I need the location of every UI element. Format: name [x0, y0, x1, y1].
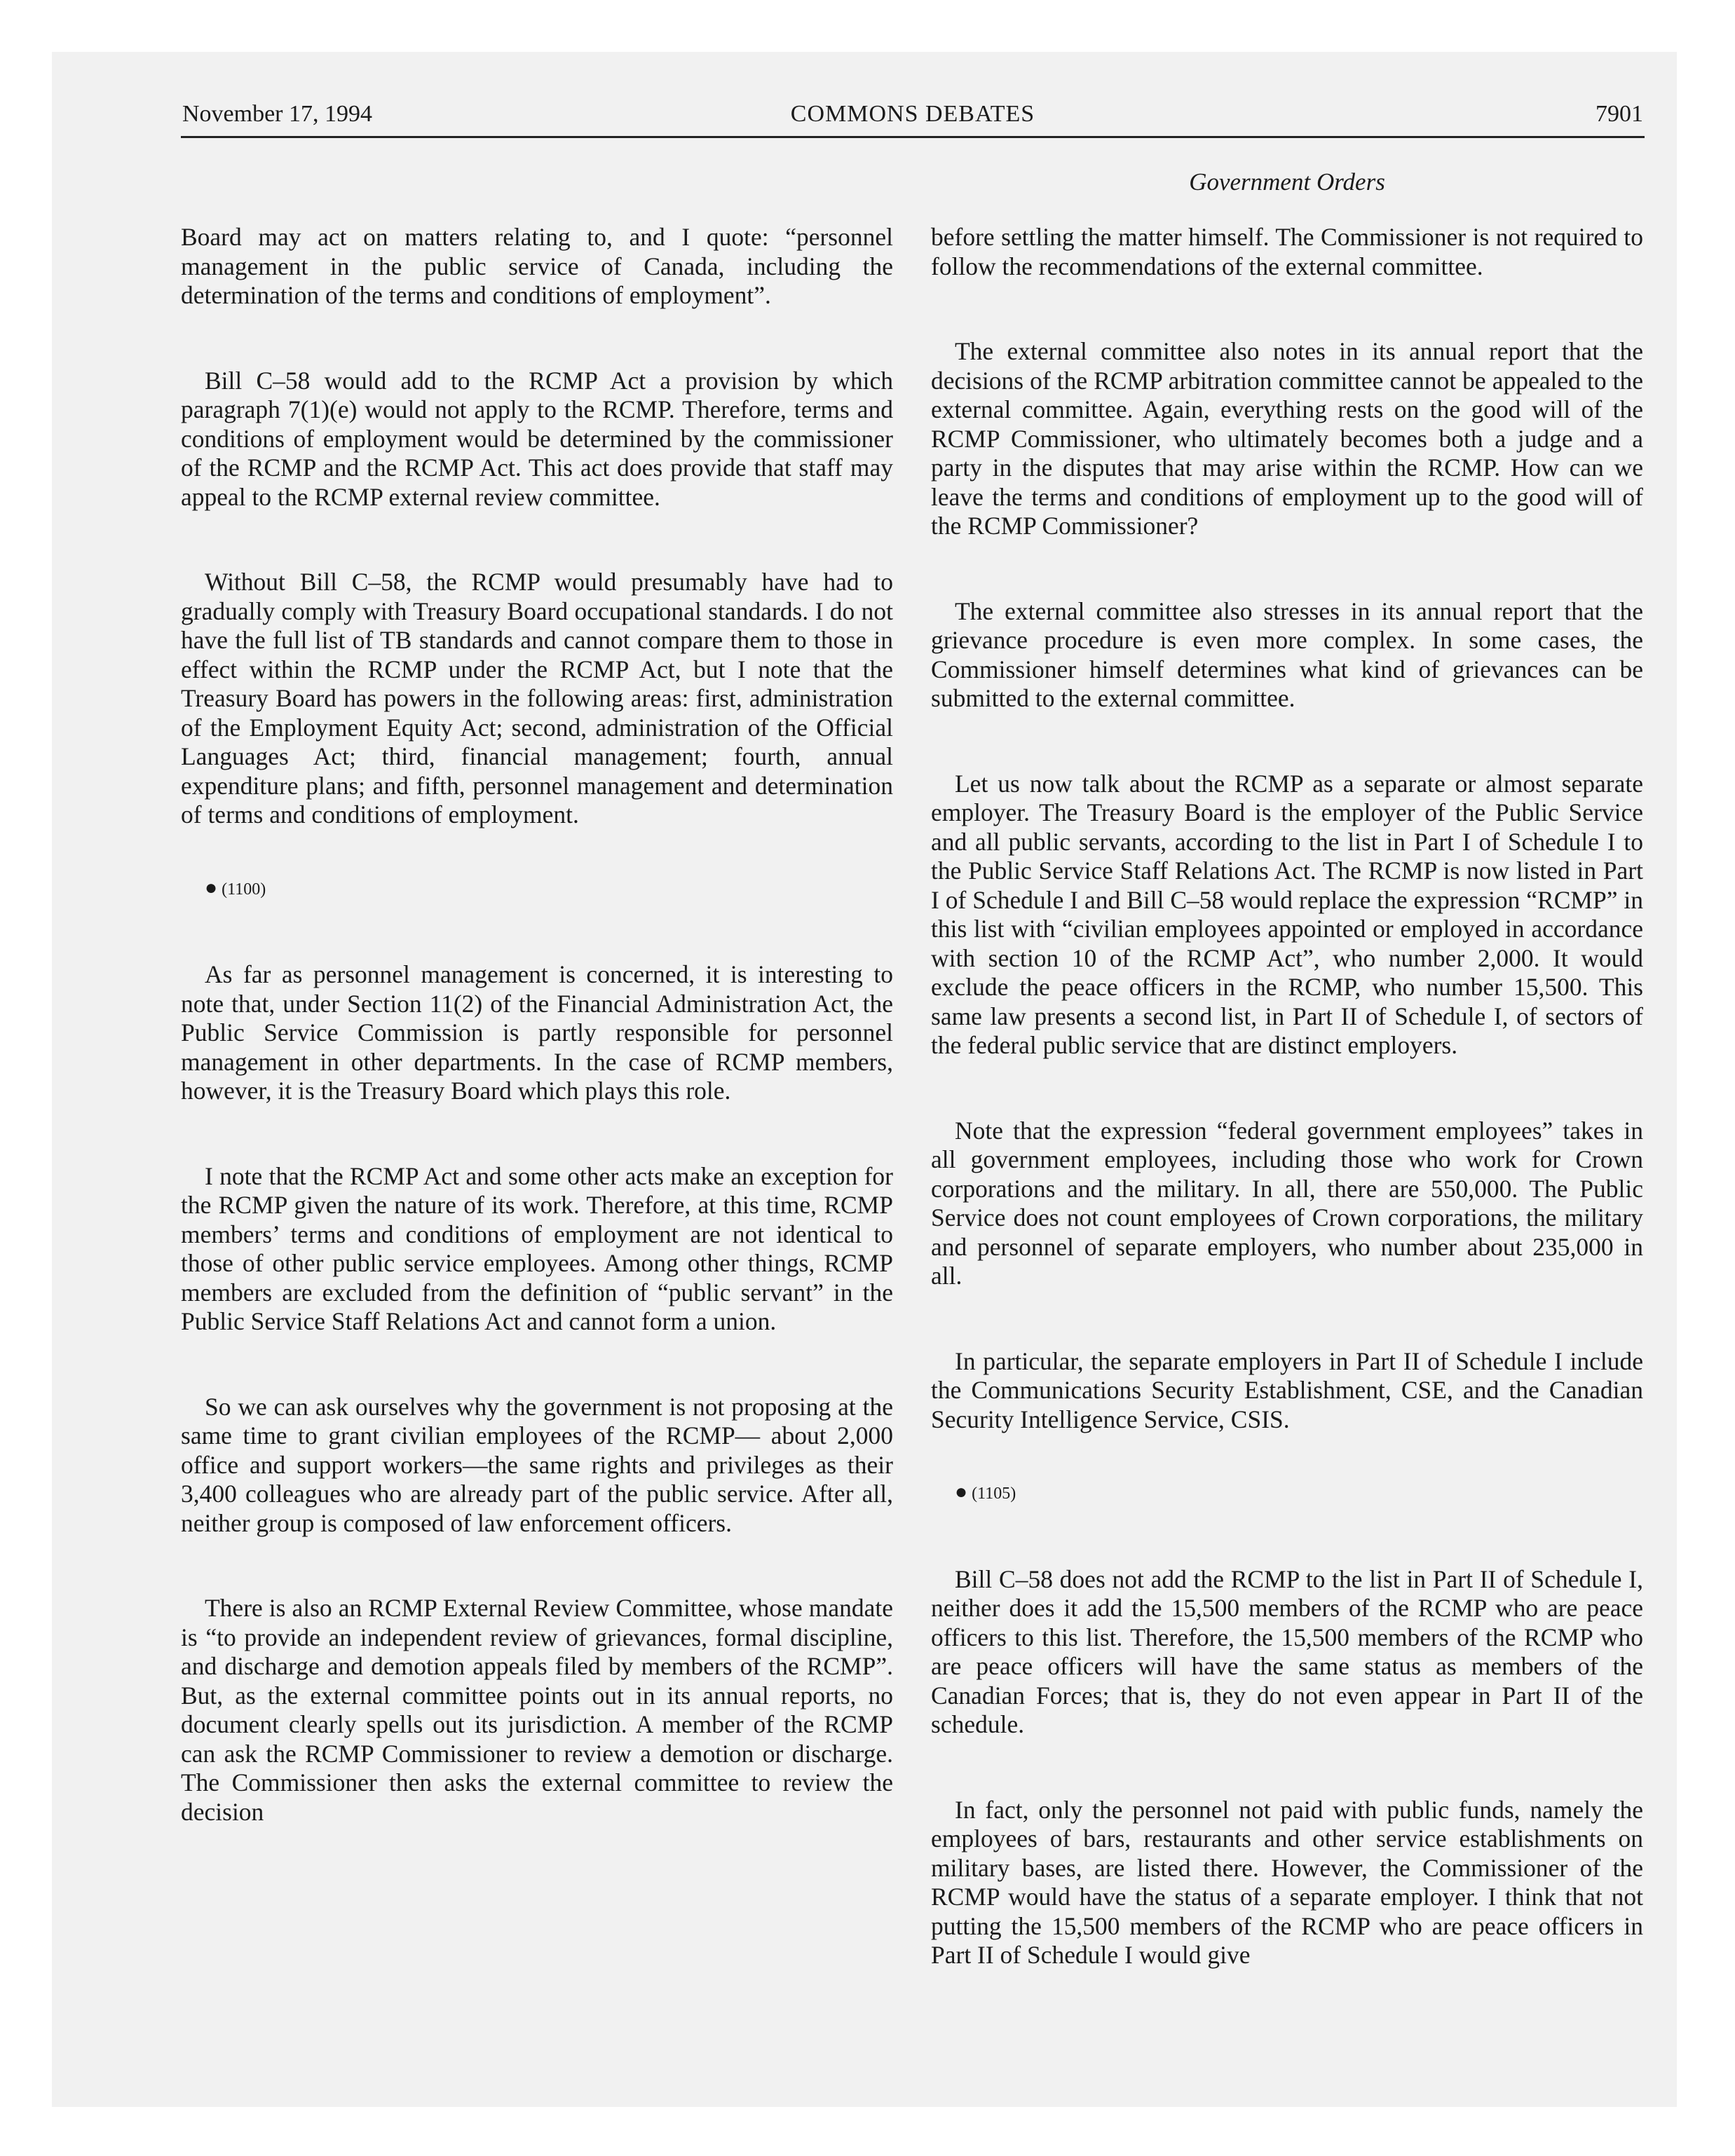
- paragraph: There is also an RCMP External Review Committee, whose mandate is “to provide an independent review of grievances, formal discipline, and discharge and demotion appeals filed by members of the RCMP”. But, as the external committee points out in its annual reports, no document clearly spells out its jurisdiction. A member of the RCMP can ask the RCMP Commissioner to review a demotion or discharge. The Commissioner then asks the external committee to review the decision: [181, 1594, 893, 1826]
- paragraph: I note that the RCMP Act and some other acts make an exception for the RCMP given the nature of its work. Therefore, at this time, RCMP members’ terms and conditions of employment are not identical to those of other public service employees. Among other things, RCMP members are excluded from the definition of “public servant” in the Public Service Staff Relations Act and cannot form a union.: [181, 1161, 893, 1335]
- paragraph: As far as personnel management is concerned, it is interesting to note that, under Section 11(2) of the Financial Administration Act, the Public Service Commission is partly responsible for personnel management in other departments. In the case of RCMP members, however, it is the Treasury Board which plays this role.: [181, 960, 893, 1105]
- header-page-number: 7901: [1595, 101, 1643, 127]
- header-rule: [181, 136, 1645, 138]
- paragraph: In particular, the separate employers in Part II of Schedule I include the Communications Security Establishment, CSE, and the Canadian Security Intelligence Service, CSIS.: [931, 1346, 1643, 1433]
- paragraph: The external committee also stresses in its annual report that the grievance procedure is even more complex. In some cases, the Commissioner himself determines what kind of grievances can be submitted to the external committee.: [931, 596, 1643, 712]
- left-column: [181, 223, 893, 1827]
- bullet-icon: ●: [205, 875, 218, 899]
- paragraph: Note that the expression “federal government employees” takes in all government employees, including those who work for Crown corporations and the military. In all, there are 550,000. The Public Service does not count employees of Crown corporations, the military and personnel of separate employers, who number about 235,000 in all.: [931, 1116, 1643, 1290]
- time-marker: [181, 873, 893, 905]
- time-marker-label: (1105): [972, 1485, 1016, 1503]
- right-column: [931, 223, 1643, 1970]
- page-header: [182, 97, 1643, 132]
- header-date: November 17, 1994: [182, 101, 373, 127]
- paragraph: before settling the matter himself. The Commissioner is not required to follow the recommendations of the external committee.: [931, 223, 1643, 280]
- header-publication: COMMONS DEBATES: [790, 101, 1035, 127]
- paragraph: So we can ask ourselves why the government is not proposing at the same time to grant civilian employees of the RCMP— about 2,000 office and support workers—the same rights and privileges as their 3,400 colleagues who are already part of the public service. After all, neither group is composed of law enforcement officers.: [181, 1392, 893, 1537]
- bullet-icon: ●: [955, 1480, 968, 1503]
- paragraph: Board may act on matters relating to, and I quote: “personnel management in the public service of Canada, including the determination of the terms and conditions of employment”.: [181, 223, 893, 309]
- section-heading: Government Orders: [1189, 168, 1385, 196]
- paragraph: Bill C–58 would add to the RCMP Act a provision by which paragraph 7(1)(e) would not apply to the RCMP. Therefore, terms and conditions of employment would be determined by the commissioner of the RCMP and the RCMP Act. This act does provide that staff may appeal to the RCMP external review committee.: [181, 366, 893, 511]
- time-marker-label: (1100): [222, 880, 266, 899]
- paragraph: The external committee also notes in its annual report that the decisions of the RCMP arbitration committee cannot be appealed to the external committee. Again, everything rests on the good will of the RCMP Commissioner, who ultimately becomes both a judge and a party in the disputes that may arise within the RCMP. How can we leave the terms and conditions of employment up to the good will of the RCMP Commissioner?: [931, 337, 1643, 540]
- paragraph: In fact, only the personnel not paid with public funds, namely the employees of bars, restaurants and other service establishments on military bases, are listed there. However, the Commissioner of the RCMP would have the status of a separate employer. I think that not putting the 15,500 members of the RCMP who are peace officers in Part II of Schedule I would give: [931, 1795, 1643, 1969]
- paragraph: Let us now talk about the RCMP as a separate or almost separate employer. The Treasury Board is the employer of the Public Service and all public servants, according to the list in Part I of Schedule I to the Public Service Staff Relations Act. The RCMP is now listed in Part I of Schedule I and Bill C–58 would replace the expression “RCMP” in this list with “civilian employees appointed or employed in accordance with section 10 of the RCMP Act”, who number 2,000. It would exclude the peace officers in the RCMP, who number 15,500. This same law presents a second list, in Part II of Schedule I, of sectors of the federal public service that are distinct employers.: [931, 769, 1643, 1059]
- time-marker: [931, 1478, 1643, 1509]
- paragraph: Bill C–58 does not add the RCMP to the list in Part II of Schedule I, neither does it add the 15,500 members of the RCMP who are peace officers to this list. Therefore, the 15,500 members of the RCMP who are peace officers will have the same status as members of the Canadian Forces; that is, they do not even appear in Part II of the schedule.: [931, 1564, 1643, 1738]
- paragraph: Without Bill C–58, the RCMP would presumably have had to gradually comply with Treasury Board occupational standards. I do not have the full list of TB standards and cannot compare them to those in effect within the RCMP under the RCMP Act, but I note that the Treasury Board has powers in the following areas: first, administration of the Employment Equity Act; second, administration of the Official Languages Act; third, financial management; fourth, annual expenditure plans; and fifth, personnel management and determination of terms and conditions of employment.: [181, 568, 893, 828]
